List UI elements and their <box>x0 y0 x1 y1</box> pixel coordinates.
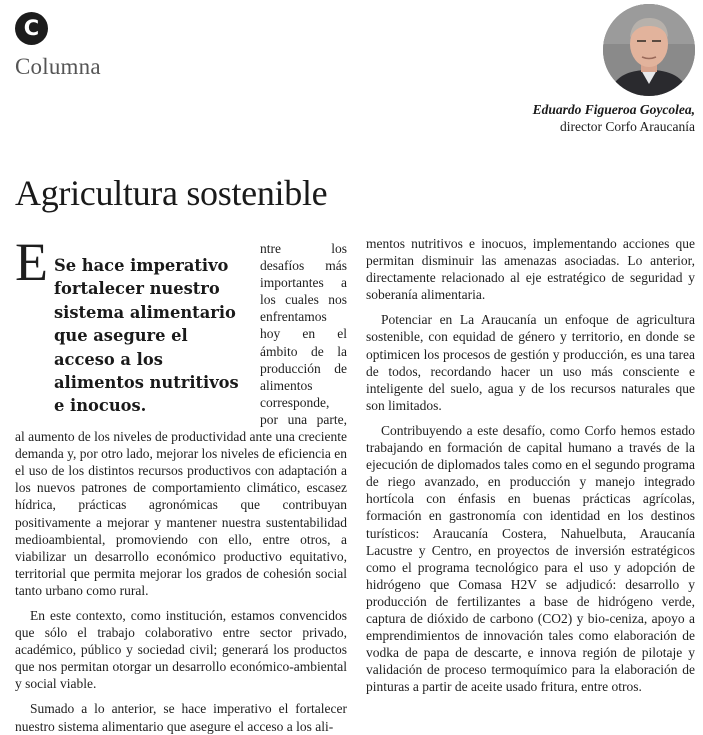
paragraph-3-continued: mentos nutritivos e inocuos, implementando acciones que permitan disminuir las amenazas asociadas. Lo anterior, directamente relacionado al eje estratégico de seguridad y soberanía alimentaria. <box>366 236 695 303</box>
paragraph-5: Contribuyendo a este desafío, como Corfo hemos estado trabajando en formación de capital humano a través de la ejecución de diplomados tales como en el segundo programa de riego avanzado, en producción y manejo integrado hortícola con énfasis en buenas prácticas agrícolas, formación en gastronomía con identidad en los destinos turísticos: Araucanía Costera, Nahuelbuta, Araucanía Lacustre y Centro, en proyectos de inversión estratégicos como el programa tecnológico para el uso y adopción de hidrógeno que Comasa H2V se adjudicó: desarrollo y producción de fertilizantes a base de hidrógeno verde, captura de dióxido de carbono (CO2) y bio-ceniza, apoyo a emprendimientos de innovación tales como elaboración de vodka de papa de descarte, e innova región de pilotaje y validación de proceso termoquímico para la elaboración de pinturas a partir de aceite usado fritura, entre otros. <box>366 422 695 695</box>
author-photo <box>603 4 695 96</box>
paragraph-1 <box>15 232 347 599</box>
pull-quote: Se hace imperativo fortalecer nuestro sistema alimentario que asegure el acceso a los alimentos nutritivos e inocuos. <box>54 256 239 416</box>
author-byline <box>533 101 695 135</box>
drop-cap: E <box>15 232 48 292</box>
author-role: director Corfo Araucanía <box>560 119 695 134</box>
column-badge: C <box>15 12 48 45</box>
article-column-2 <box>366 235 695 695</box>
article-title: Agricultura sostenible <box>15 173 328 213</box>
paragraph-3: Sumado a lo anterior, se hace imperativo el fortalecer nuestro sistema alimentario que asegure el acceso a los ali- <box>15 701 347 734</box>
article-column-1 <box>15 232 347 735</box>
paragraph-1-text: ntre los desafíos más importantes a los cuales nos enfrentamos hoy en el ámbito de la producción de alimentos corresponde, por una parte, al aumento de los niveles de productividad ante una creciente demanda y, por otro lado, mejorar los niveles de eficiencia en el uso de los distintos recursos productivos con adaptación a los nuevos patrones de comportamiento climático, escasez hídrica, prácticas agronómicas que contribuyan positivamente a mejorar y mantener nuestra sustentabilidad medioambiental, promoviendo con ello, entre otros, a viabilizar un desarrollo económico productivo equitativo, territorial que permita mejorar los grados de cohesión social tanto urbano como rural. <box>15 241 347 598</box>
author-name: Eduardo Figueroa Goycolea, <box>532 102 695 117</box>
paragraph-2: En este contexto, como institución, estamos convencidos que sólo el trabajo colaborativo entre sector privado, académico, público y sociedad civil; generará los productos que nos permitan otorgar un desarrollo económico-ambiental y social viable. <box>15 607 347 692</box>
paragraph-4: Potenciar en La Araucanía un enfoque de agricultura sostenible, con equidad de género y territorio, en donde se optimicen los procesos de gestión y producción, es una tarea de todos, recordando hacer un uso más consciente e inteligente del suelo, agua y de los recursos naturales que son limitados. <box>366 312 695 413</box>
section-label: Columna <box>15 54 101 79</box>
